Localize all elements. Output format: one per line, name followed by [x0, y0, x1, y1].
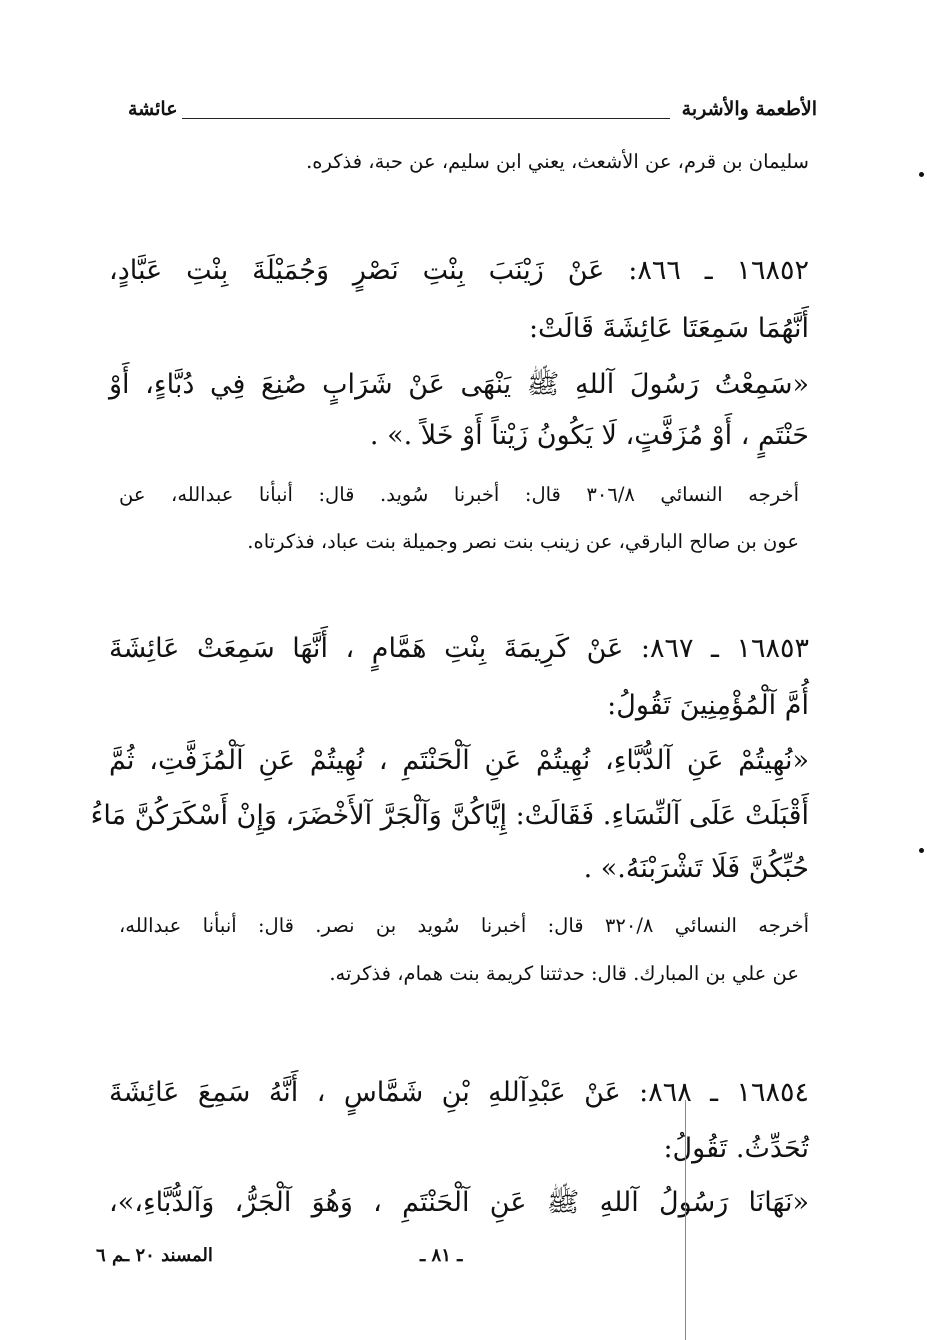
running-head-chapter: الأطعمة والأشربة — [681, 98, 817, 120]
hadith-16854-line-3: «نَهَانَا رَسُولُ آللهِ ﷺ عَنِ آلْحَنْتَمِ ، وَهُوَ آلْجَرُّ، وَآلدُّبَّاءِ،»، — [109, 1187, 809, 1218]
hadith-16854-line-2: تُحَدِّثُ. تَقُولُ: — [663, 1133, 809, 1164]
scan-crease-line — [685, 1100, 686, 1340]
hadith-16853-line-3: «نُهِيتُمْ عَنِ آلدُّبَّاءِ، نُهِيتُمْ عَنِ آلْحَنْتَمِ ، نُهِيتُمْ عَنِ آلْمُزَفَّتِ، ثُمَّ — [109, 745, 809, 776]
takhrij-16852-line-1: أخرجه النسائي ٣٠٦/٨ قال: أخبرنا سُويد. قال: أنبأنا عبدالله، عن — [119, 483, 799, 506]
running-head-name: عائشة — [128, 98, 178, 120]
takhrij-16852-line-2: عون بن صالح البارقي، عن زينب بنت نصر وجميلة بنت عباد، فذكرتاه. — [247, 530, 799, 553]
takhrij-16853-line-2: عن علي بن المبارك. قال: حدثتنا كريمة بنت همام، فذكرته. — [329, 962, 799, 985]
scan-speck — [919, 848, 924, 853]
signature-mark: المسند ٢٠ ـم ٦ — [96, 1245, 213, 1266]
hadith-16852-line-2: أَنَّهُمَا سَمِعَتَا عَائِشَةَ قَالَتْ: — [528, 313, 809, 344]
hadith-16853-line-1: ١٦٨٥٣ ـ ٨٦٧: عَنْ كَرِيمَةَ بِنْتِ هَمَّامٍ ، أَنَّهَا سَمِعَتْ عَائِشَةَ — [109, 633, 810, 664]
hadith-16853-line-2: أُمَّ آلْمُؤْمِنِينَ تَقُولُ: — [607, 690, 809, 721]
page-number: ـ ٨١ ـ — [420, 1245, 463, 1266]
hadith-16853-line-5: حُبِّكُنَّ فَلَا تَشْرَبْنَهُ.» . — [583, 853, 809, 884]
scan-speck — [919, 172, 924, 177]
hadith-16852-line-4: حَنْتَمٍ ، أَوْ مُزَفَّتٍ، لَا يَكُونُ زَيْتاً أَوْ خَلاً .» . — [369, 420, 809, 451]
hadith-16853-line-4: أَقْبَلَتْ عَلَى آلنِّسَاءِ. فَقَالَتْ: إِيَّاكُنَّ وَآلْجَرَّ آلأَخْضَرَ، وَإِنْ أَسْكَرَكُنَّ مَاءُ — [90, 800, 809, 831]
takhrij-16853-line-1: أخرجه النسائي ٣٢٠/٨ قال: أخبرنا سُويد بن نصر. قال: أنبأنا عبدالله، — [119, 914, 809, 937]
hadith-16854-line-1: ١٦٨٥٤ ـ ٨٦٨: عَنْ عَبْدِآللهِ بْنِ شَمَّاسٍ ، أَنَّهُ سَمِعَ عَائِشَةَ — [109, 1077, 810, 1108]
header-rule — [182, 118, 670, 119]
hadith-16852-line-3: «سَمِعْتُ رَسُولَ آللهِ ﷺ يَنْهَى عَنْ شَرَابٍ صُنِعَ فِي دُبَّاءٍ، أَوْ — [109, 369, 809, 400]
hadith-16852-line-1: ١٦٨٥٢ ـ ٨٦٦: عَنْ زَيْنَبَ بِنْتِ نَصْرٍ وَجُمَيْلَةَ بِنْتِ عَبَّادٍ، — [109, 255, 809, 286]
continuation-line: سليمان بن قرم، عن الأشعث، يعني ابن سليم، عن حبة، فذكره. — [306, 150, 809, 173]
